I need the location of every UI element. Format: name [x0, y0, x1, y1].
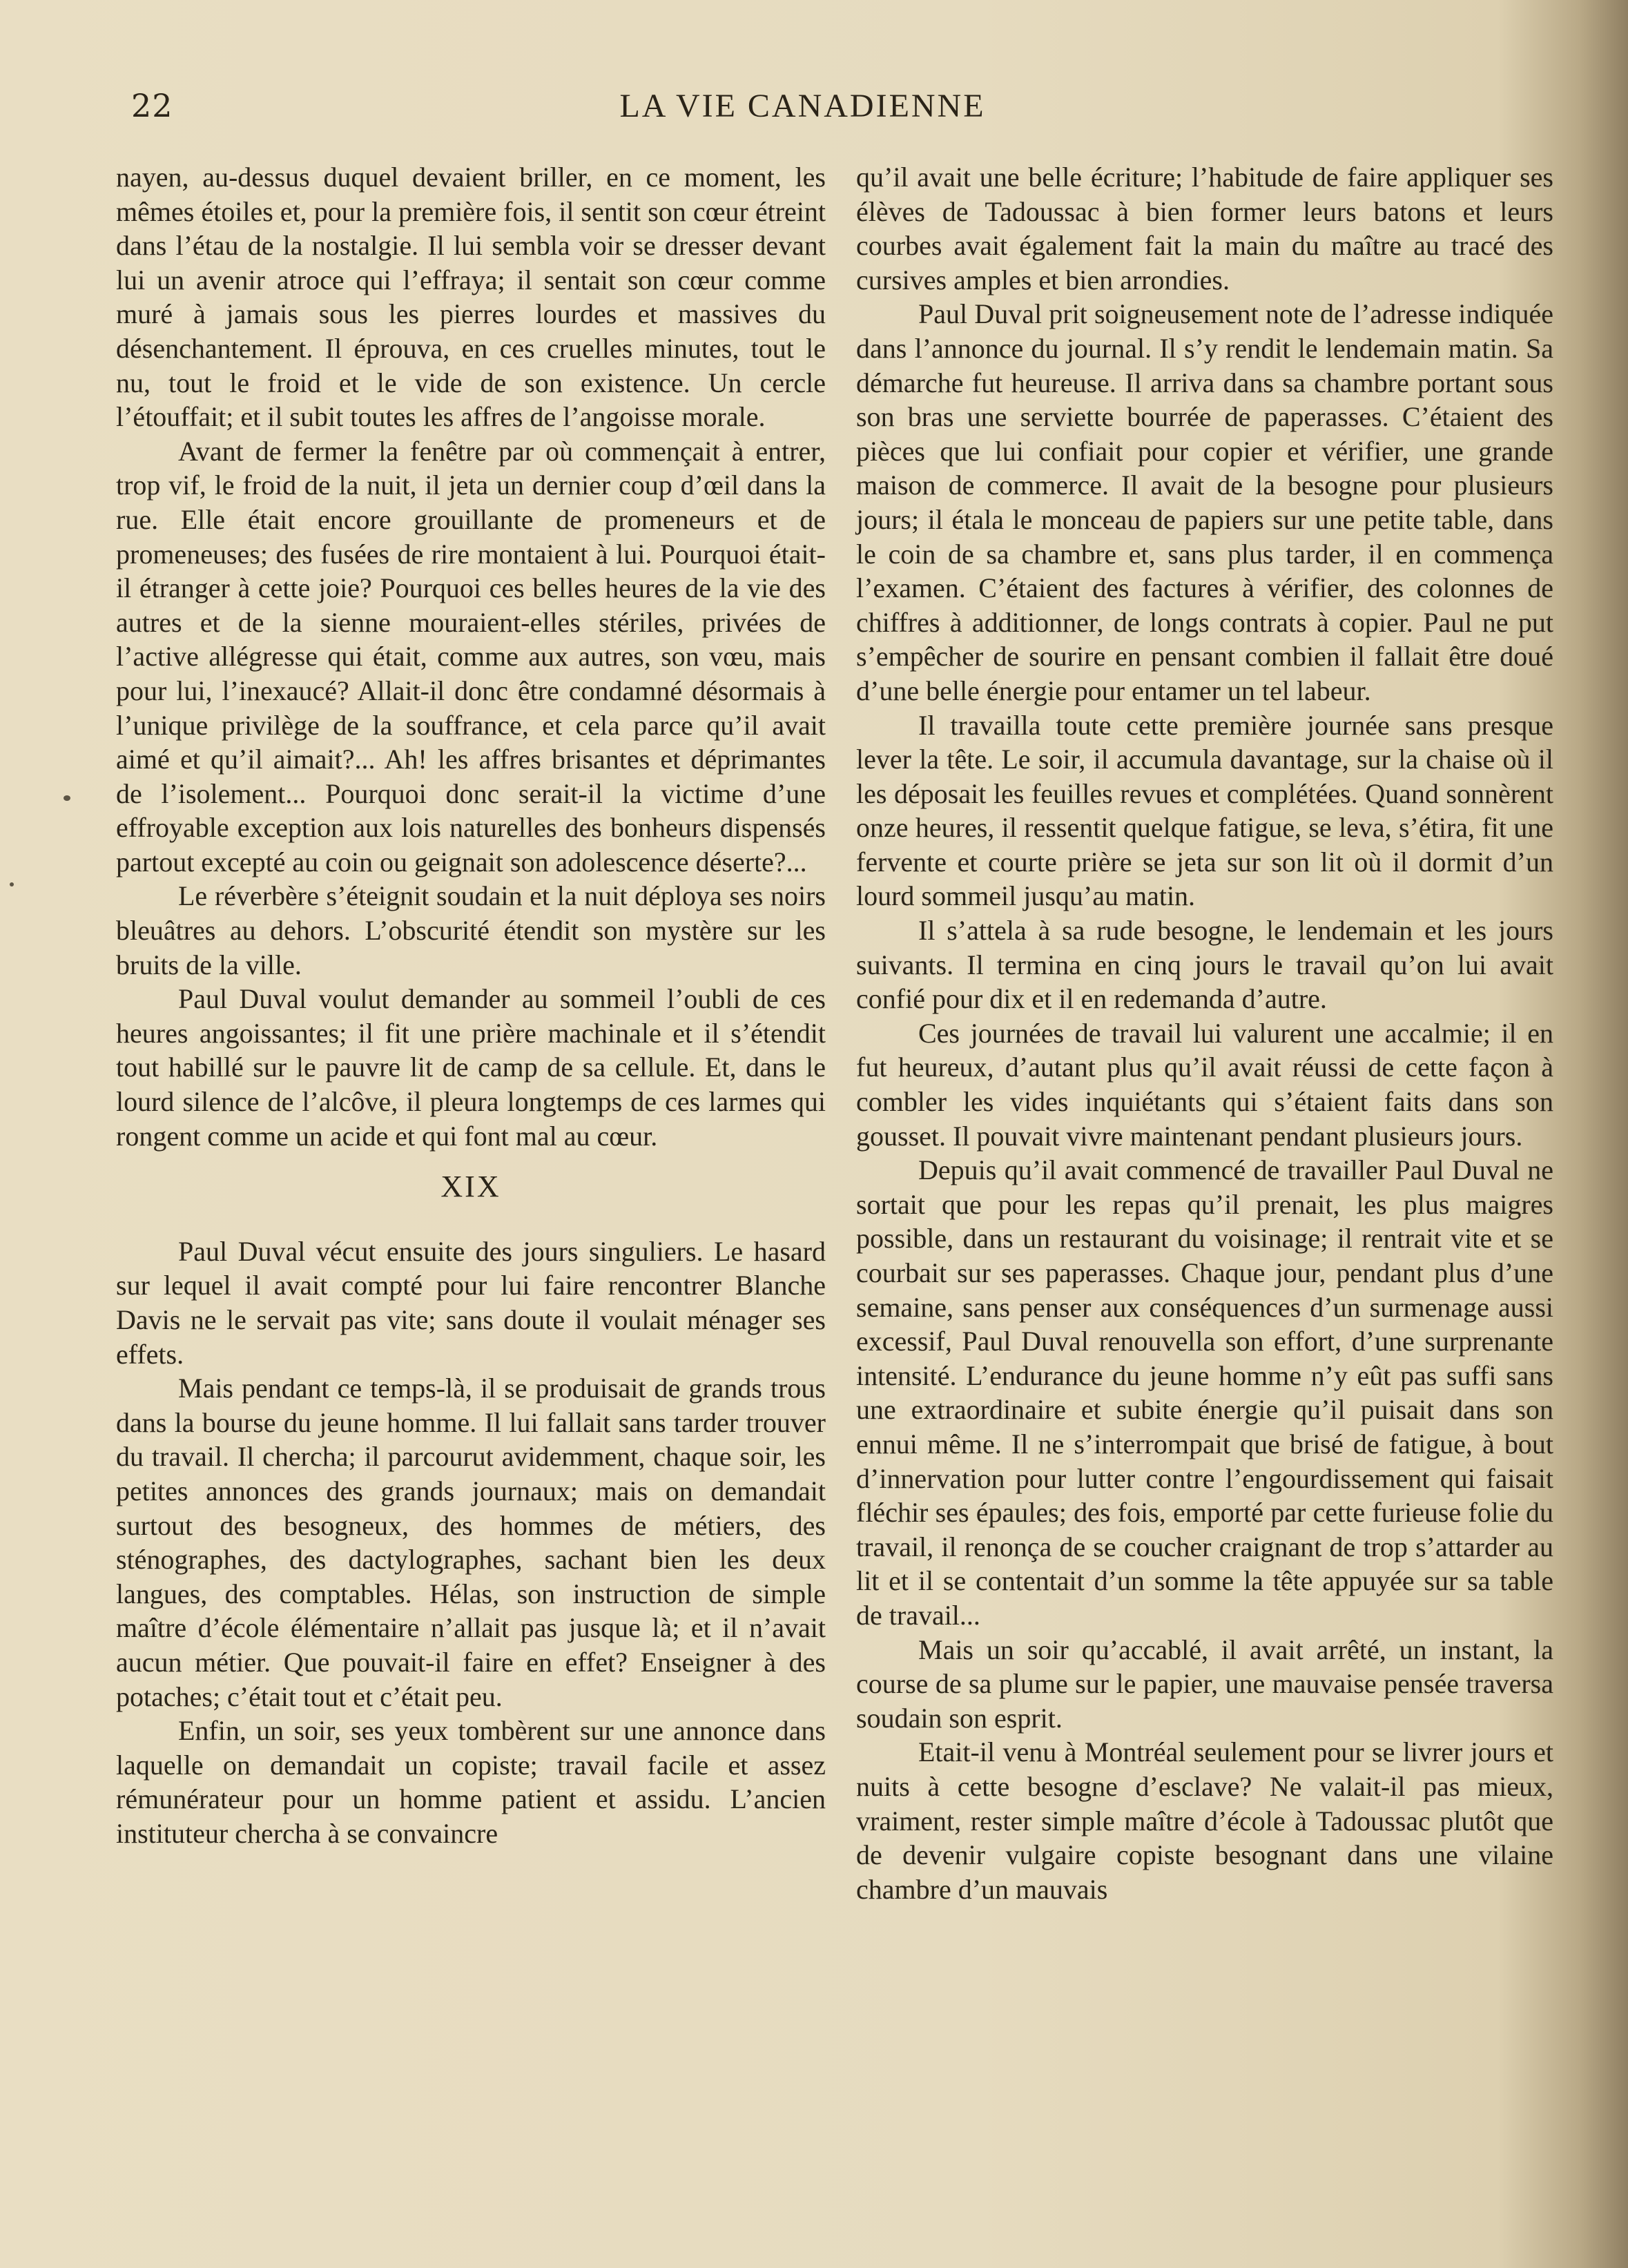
print-speck	[64, 795, 70, 801]
paragraph: Il s’attela à sa rude besogne, le lendemain et les jours suivants. Il termina en cinq jours le travail qu’on lui avait confié pour dix et il en redemanda d’autre.	[856, 915, 1553, 1015]
paragraph: Enfin, un soir, ses yeux tombèrent sur une annonce dans laquelle on demandait un copiste; travail facile et assez rémunérateur pour un homme patient et assidu. L’ancien instituteur chercha à se convaincre	[116, 1715, 826, 1849]
page-number: 22	[131, 87, 173, 124]
right-column	[856, 160, 1553, 1906]
paragraph: Paul Duval voulut demander au sommeil l’oubli de ces heures angoissantes; il fit une prière machinale et il s’étendit tout habillé sur le pauvre lit de camp de sa cellule. Et, dans le lourd silence de l’alcôve, il pleura longtemps de ces larmes qui rongent comme un acide et qui font mal au cœur.	[116, 983, 826, 1152]
paragraph: Mais un soir qu’accablé, il avait arrêté, un instant, la course de sa plume sur le papier, une mauvaise pensée traversa soudain son esprit.	[856, 1634, 1553, 1734]
paragraph: Depuis qu’il avait commencé de travailler Paul Duval ne sortait que pour les repas qu’il prenait, les plus maigres possible, dans un restaurant du voisinage; il rentrait vite et se courbait sur ses paperasses. Chaque jour, pendant plus d’une semaine, sans penser aux conséquences d’un surmenage aussi excessif, Paul Duval renouvella son effort, d’une surprenante intensité. L’endurance du jeune homme n’y eût pas suffi sans une extraordinaire et subite énergie qu’il puisait dans son ennui même. Il ne s’interrompait que brisé de fatigue, à bout d’innervation pour lutter contre l’engourdissement qui faisait fléchir ses épaules; des fois, emporté par cette furieuse folie du travail, il renonça de se coucher craignant de trop s’attarder au lit et il se contentait d’un somme la tête appuyée sur sa table de travail...	[856, 1154, 1553, 1631]
chapter-heading: XIX	[440, 1170, 501, 1204]
paragraph: Il travailla toute cette première journée sans presque lever la tête. Le soir, il accumula davantage, sur la chaise où il les déposait les feuilles revues et complétées. Quand sonnèrent onze heures, il ressentit quelque fatigue, se leva, s’étira, fit une fervente et courte prière se jeta sur son lit où il dormit d’un lourd sommeil jusqu’au matin.	[856, 709, 1553, 912]
print-speck	[10, 882, 14, 886]
page-header	[124, 81, 1481, 137]
left-column	[116, 160, 826, 1851]
paragraph: Avant de fermer la fenêtre par où commençait à entrer, trop vif, le froid de la nuit, il jeta un dernier coup d’œil dans la rue. Elle était encore grouillante de promeneurs et de promeneuses; des fusées de rire montaient à lui. Pourquoi était-il étranger à cette joie? Pourquoi ces belles heures de la vie des autres et de la sienne mouraient-elles stériles, privées de l’active allégresse qui était, comme aux autres, son vœu, mais pour lui, l’inexaucé? Allait-il donc être condamné désormais à l’unique privilège de la souffrance, et cela parce qu’il avait aimé et qu’il aimait?... Ah! les affres brisantes et déprimantes de l’isolement... Pourquoi donc serait-il la victime d’une effroyable exception aux lois naturelles des bonheurs dispensés partout excepté au coin ou geignait son adolescence déserte?...	[116, 435, 826, 878]
paragraph: Etait-il venu à Montréal seulement pour se livrer jours et nuits à cette besogne d’esclave? Ne valait-il pas mieux, vraiment, rester simple maître d’école à Tadoussac plutôt que de devenir vulgaire copiste besognant dans une vilaine chambre d’un mauvais	[856, 1736, 1553, 1905]
running-title: LA VIE CANADIENNE	[619, 88, 986, 124]
paragraph: Mais pendant ce temps-là, il se produisait de grands trous dans la bourse du jeune homme. Il lui fallait sans tarder trouver du travail. Il chercha; il parcourut avidemment, chaque soir, les petites annonces des grands journaux; mais on demandait surtout des besogneux, des hommes de métiers, des sténographes, des dactylographes, sachant bien les deux langues, des comptables. Hélas, son instruction de simple maître d’école élémentaire n’allait pas jusque là; et il n’avait aucun métier. Que pouvait-il faire en effet? Enseigner à des potaches; c’était tout et c’était peu.	[116, 1373, 826, 1712]
paragraph: Paul Duval prit soigneusement note de l’adresse indiquée dans l’annonce du journal. Il s’y rendit le lendemain matin. Sa démarche fut heureuse. Il arriva dans sa chambre portant sous son bras une serviette bourrée de paperasses. C’étaient des pièces que lui confiait pour copier et vérifier, une grande maison de commerce. Il avait de la besogne pour plusieurs jours; il étala le monceau de papiers sur une petite table, dans le coin de sa chambre et, sans plus tarder, il en commença l’examen. C’étaient des factures à vérifier, des colonnes de chiffres à additionner, de longs contrats à copier. Paul ne put s’empêcher de sourire en pensant combien il fallait être doué d’une belle énergie pour entamer un tel labeur.	[856, 298, 1553, 706]
paragraph-continued: qu’il avait une belle écriture; l’habitude de faire appliquer ses élèves de Tadoussac à bien former leurs batons et leurs courbes avait également fait la main du maître au tracé des cursives amples et bien arrondies.	[856, 162, 1553, 295]
paragraph: Ces journées de travail lui valurent une accalmie; il en fut heureux, d’autant plus qu’il avait réussi de cette façon à combler les vides inquiétants qui s’étaient faits dans son gousset. Il pouvait vivre maintenant pendant plusieurs jours.	[856, 1017, 1553, 1152]
paragraph: Paul Duval vécut ensuite des jours singuliers. Le hasard sur lequel il avait compté pour lui faire rencontrer Blanche Davis ne le servait pas vite; sans doute il voulait ménager ses effets.	[116, 1235, 826, 1370]
paragraph-continued: nayen, au-dessus duquel devaient briller, en ce moment, les mêmes étoiles et, pour la première fois, il sentit son cœur étreint dans l’étau de la nostalgie. Il lui sembla voir se dresser devant lui un avenir atroce qui l’effraya; il sentait son cœur comme muré à jamais sous les pierres lourdes et massives du désenchantement. Il éprouva, en ces cruelles minutes, tout le nu, tout le froid et le vide de son existence. Un cercle l’étouffait; et il subit toutes les affres de l’angoisse morale.	[116, 162, 826, 433]
paragraph: Le réverbère s’éteignit soudain et la nuit déploya ses noirs bleuâtres au dehors. L’obscurité étendit son mystère sur les bruits de la ville.	[116, 880, 826, 980]
